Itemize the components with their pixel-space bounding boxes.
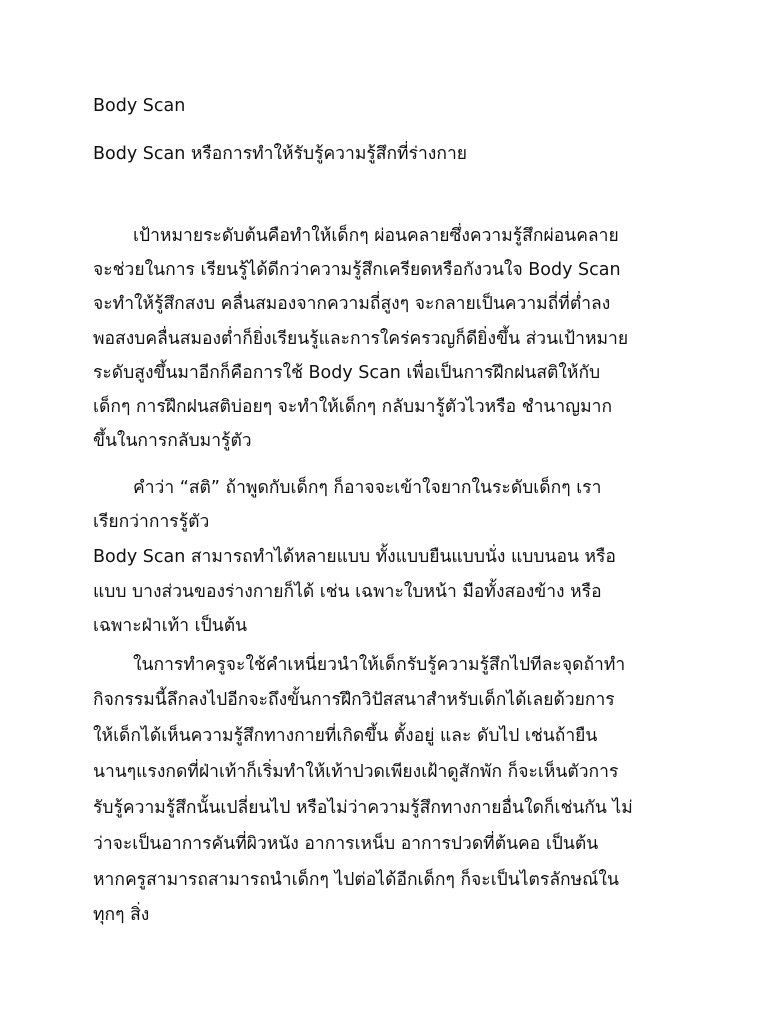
paragraph-line: ทุกๆ สิ่ง <box>93 905 150 925</box>
paragraph-line: เรียกว่าการรู้ตัว <box>93 512 210 532</box>
paragraph-line: ระดับสูงขึ้นมาอีกก็คือการใช้ Body Scan เพื่อเป็นการฝึกฝนสติให้กับ <box>93 363 601 383</box>
paragraph-line: เด็กๆ การฝึกฝนสติบ่อยๆ จะทำให้เด็กๆ กลับมารู้ตัวไวหรือ ชำนาญมาก <box>93 397 613 417</box>
paragraph-line: รับรู้ความรู้สึกนั้นเปลี่ยนไป หรือไม่ว่าความรู้สึกทางกายอื่นใดก็เช่นกัน ไม่ <box>93 798 633 818</box>
paragraph-line: ว่าจะเป็นอาการคันที่ผิวหนัง อาการเหน็บ อาการปวดที่ต้นคอ เป็นต้น <box>93 834 599 854</box>
paragraph-line: หากครูสามารถสามารถนำเด็กๆ ไปต่อได้อีกเด็กๆ ก็จะเป็นไตรลักษณ์ใน <box>93 870 619 890</box>
document-title: Body Scan <box>93 96 186 116</box>
paragraph-line: ให้เด็กได้เห็นความรู้สึกทางกายที่เกิดขึ้น ตั้งอยู่ และ ดับไป เช่นถ้ายืน <box>93 726 598 746</box>
paragraph-line: แบบ บางส่วนของร่างกายก็ได้ เช่น เฉพาะใบหน้า มือทั้งสองข้าง หรือ <box>93 582 602 602</box>
paragraph-line: เฉพาะฝ่าเท้า เป็นต้น <box>93 616 248 636</box>
paragraph-line: เป้าหมายระดับต้นคือทำให้เด็กๆ ผ่อนคลายซึ่งความรู้สึกผ่อนคลาย <box>133 226 619 246</box>
paragraph-line: พอสงบคลื่นสมองต่ำก็ยิ่งเรียนรู้และการใคร่ครวญก็ดียิ่งขึ้น ส่วนเป้าหมาย <box>93 329 629 349</box>
paragraph-line: จะช่วยในการ เรียนรู้ได้ดีกว่าความรู้สึกเครียดหรือกังวนใจ Body Scan <box>93 260 621 280</box>
paragraph-line: คำว่า “สติ” ถ้าพูดกับเด็กๆ ก็อาจจะเข้าใจยากในระดับเด็กๆ เรา <box>133 478 602 498</box>
paragraph-line: ขึ้นในการกลับมารู้ตัว <box>93 431 252 451</box>
paragraph-line: ในการทำครูจะใช้คำเหนี่ยวนำให้เด็กรับรู้ความรู้สึกไปทีละจุดถ้าทำ <box>133 655 626 675</box>
paragraph-line: กิจกรรมนี้ลึกลงไปอีกจะถึงขั้นการฝึกวิปัสสนาสำหรับเด็กได้เลยด้วยการ <box>93 690 615 710</box>
document-subtitle: Body Scan หรือการทำให้รับรู้ความรู้สึกที่ร่างกาย <box>93 144 468 164</box>
paragraph-line: นานๆแรงกดที่ฝ่าเท้าก็เริ่มทำให้เท้าปวดเพียงเฝ้าดูสักพัก ก็จะเห็นตัวการ <box>93 762 619 782</box>
paragraph-line: Body Scan สามารถทำได้หลายแบบ ทั้งแบบยืนแบบนั่ง แบบนอน หรือ <box>93 547 616 567</box>
paragraph-line: จะทำให้รู้สึกสงบ คลื่นสมองจากความถี่สูงๆ จะกลายเป็นความถี่ที่ต่ำลง <box>93 294 611 314</box>
